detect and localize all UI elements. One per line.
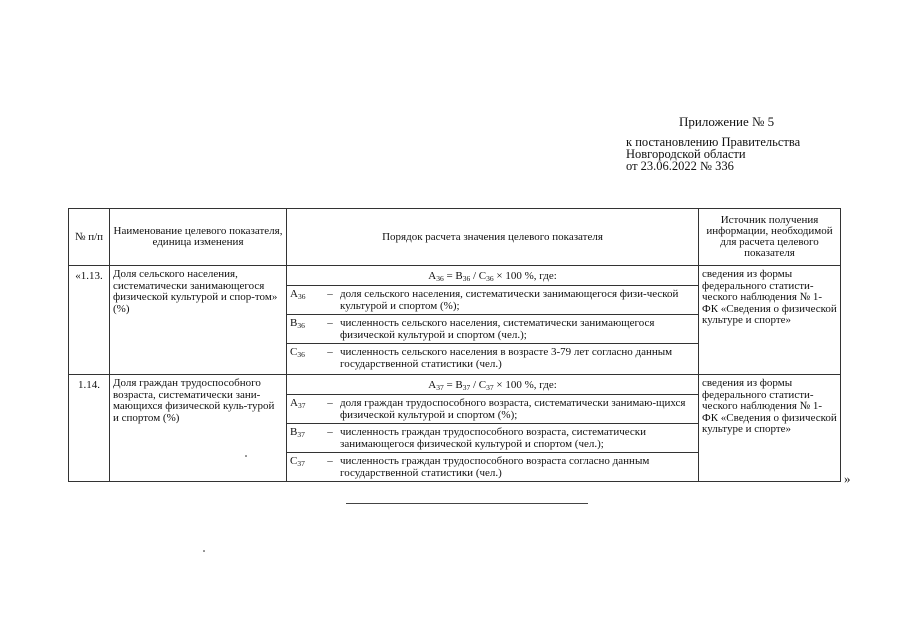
definition-dash: – (327, 397, 333, 409)
definition-dash: – (327, 346, 333, 358)
symbol-index: 36 (297, 350, 305, 359)
symbol-index: 36 (297, 321, 305, 330)
variable-definition (287, 285, 698, 314)
variable-symbol (287, 427, 320, 450)
formula-part: 37 (486, 383, 494, 392)
formula (287, 266, 698, 285)
formula-part: × 100 %, где: (493, 379, 557, 391)
symbol-index: 37 (297, 430, 305, 439)
decree-reference (626, 136, 800, 172)
indicators-table (68, 208, 841, 482)
decree-line-3: от 23.06.2022 № 336 (626, 159, 734, 173)
header-source: Источник получения информации, необходимой для расчета целевого показателя (699, 209, 841, 266)
formula-part: A (428, 379, 437, 391)
definition-dash: – (327, 317, 333, 329)
variable-definition (287, 394, 698, 423)
variable-description: численность сельского населения в возрасте 3-79 лет согласно данным государственной статистики (чел.) (340, 346, 673, 370)
separator-line (346, 503, 588, 504)
header-num: № п/п (69, 209, 110, 266)
symbol-index: 37 (297, 459, 305, 468)
symbol-letter: B (290, 317, 298, 329)
formula-part: 37 (462, 383, 471, 392)
variable-description: доля граждан трудоспособного возраста, систематически занимаю-щихся физической культурой и спортом (%); (340, 397, 686, 421)
symbol-letter: B (290, 426, 298, 438)
scan-speck (203, 550, 205, 552)
formula-part: / C (470, 270, 487, 282)
variable-definition (287, 343, 698, 372)
variable-definition (287, 314, 698, 343)
data-source: сведения из формы федерального статисти-ческого наблюдения № 1-ФК «Сведения о физической культуре и спорте» (699, 375, 841, 482)
indicator-name: Доля граждан трудоспособного возраста, систематически зани-мающихся физической куль-турой и спортом (%) (110, 375, 287, 482)
variable-description: численность граждан трудоспособного возраста согласно данным государственной статистики (чел.) (340, 455, 650, 479)
table-row (69, 266, 841, 375)
formula-part: = B (443, 270, 463, 282)
definition-dash: – (327, 455, 333, 467)
closing-quote: » (844, 471, 851, 486)
formula-part: 36 (436, 274, 444, 283)
formula-part: / C (470, 379, 487, 391)
data-source: сведения из формы федерального статисти-ческого наблюдения № 1-ФК «Сведения о физической культуре и спорте» (699, 266, 841, 375)
row-number: 1.14. (69, 375, 110, 482)
table-header-row (69, 209, 841, 266)
formula-part: = B (443, 379, 463, 391)
header-name: Наименование целевого показателя, единица изменения (110, 209, 287, 266)
variable-symbol (287, 318, 320, 341)
variable-symbol (287, 398, 320, 421)
scan-speck (245, 455, 247, 457)
calc-procedure (287, 375, 699, 482)
definition-dash: – (327, 426, 333, 438)
formula-part: 36 (462, 274, 471, 283)
variable-definition (287, 452, 698, 481)
variable-symbol (287, 289, 320, 312)
variable-description: численность сельского населения, систематически занимающегося физической культурой и спортом (чел.); (340, 317, 655, 341)
header-calc: Порядок расчета значения целевого показателя (287, 209, 699, 266)
formula-part: 36 (486, 274, 494, 283)
variable-description: численность граждан трудоспособного возраста, систематически занимающегося физической культурой и спортом (чел.); (340, 426, 647, 450)
symbol-index: 37 (297, 401, 306, 410)
variable-definition (287, 423, 698, 452)
symbol-index: 36 (297, 292, 306, 301)
calc-procedure (287, 266, 699, 375)
decree-line-1: к постановлению Правительства (626, 135, 801, 149)
row-number: «1.13. (69, 266, 110, 375)
definition-dash: – (327, 288, 333, 300)
variable-symbol (287, 347, 320, 370)
formula-part: 37 (436, 383, 444, 392)
formula (287, 375, 698, 394)
indicator-name: Доля сельского населения, систематически занимающегося физической культурой и спор-том» (%) (110, 266, 287, 375)
variable-description: доля сельского населения, систематически занимающегося физи-ческой культурой и спортом (%); (340, 288, 679, 312)
decree-line-2: Новгородской области (626, 147, 746, 161)
symbol-letter: C (290, 346, 298, 358)
appendix-title: Приложение № 5 (679, 114, 775, 129)
symbol-letter: C (290, 455, 298, 467)
formula-part: × 100 %, где: (493, 270, 557, 282)
symbol-letter: A (290, 397, 298, 409)
formula-part: A (428, 270, 437, 282)
table-row (69, 375, 841, 482)
symbol-letter: A (290, 288, 298, 300)
variable-symbol (287, 456, 320, 479)
